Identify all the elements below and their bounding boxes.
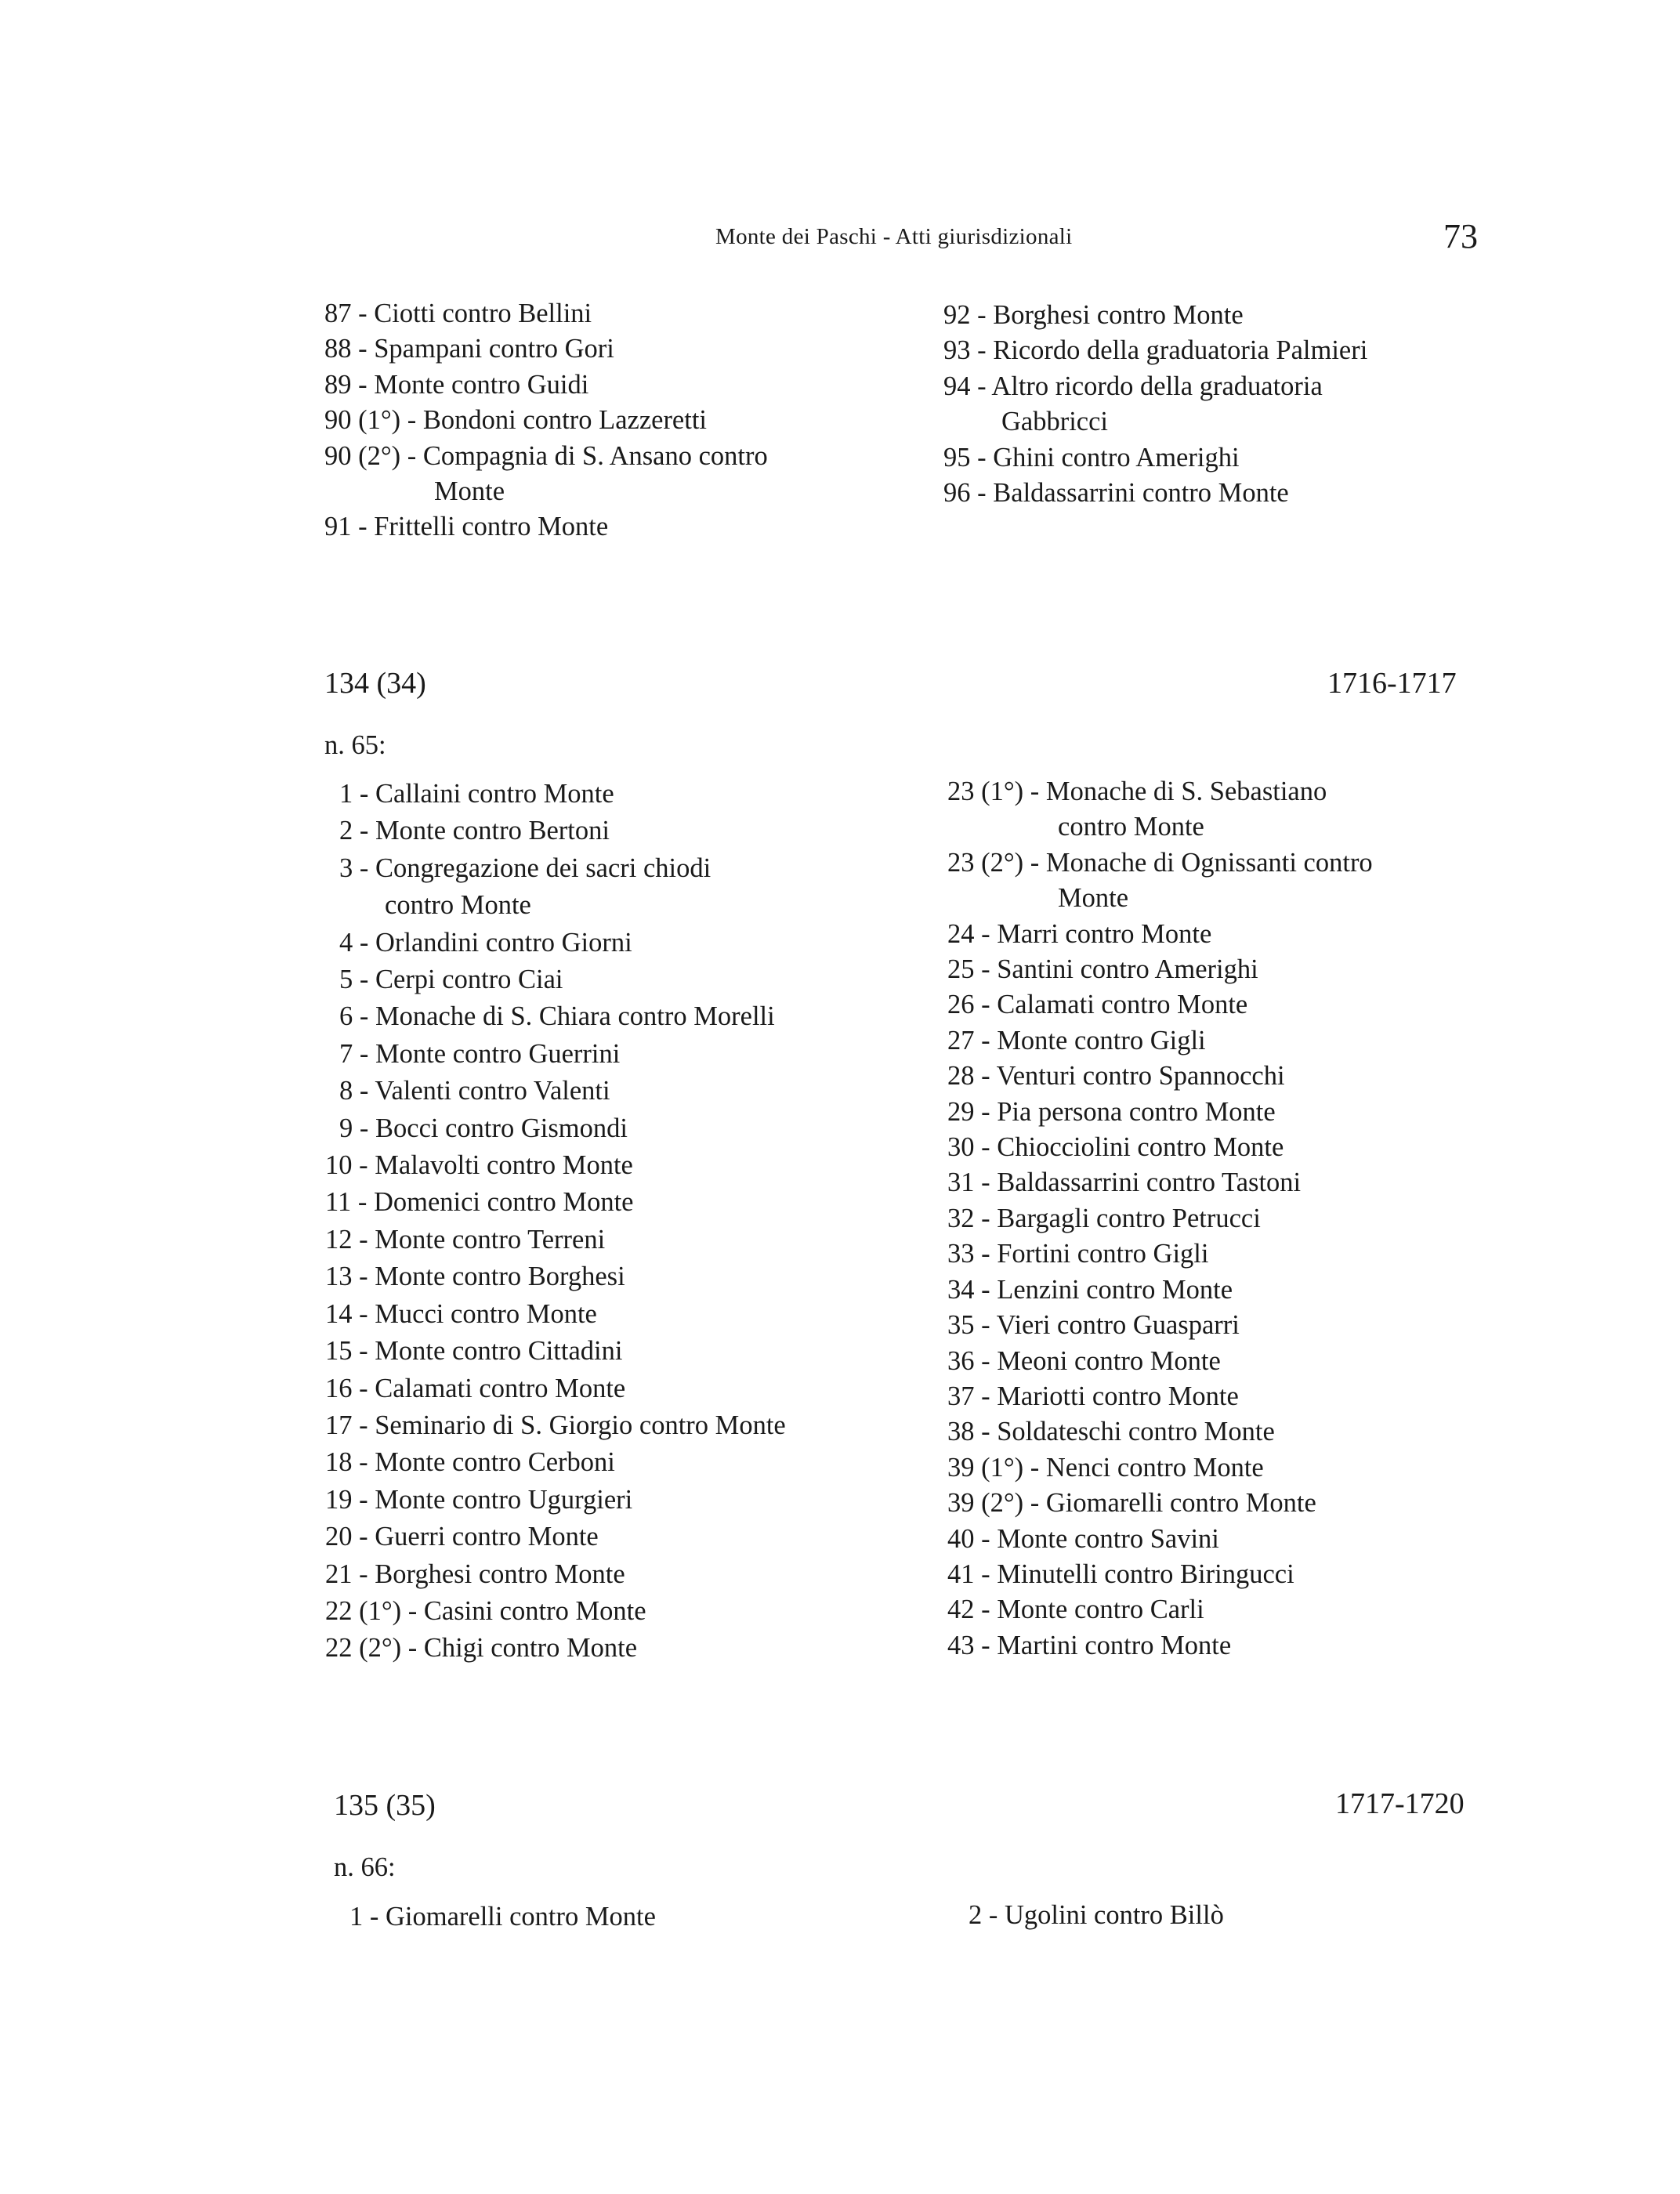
- list-item-text: 88 - Spampani contro Gori: [324, 334, 614, 364]
- list-item-continuation: Gabbricci: [1001, 407, 1109, 437]
- list-item-text: 39 (1°) - Nenci contro Monte: [947, 1452, 1264, 1483]
- list-item-text: 22 (2°) - Chigi contro Monte: [325, 1633, 638, 1664]
- list-item: [324, 367, 768, 403]
- list-item: [325, 1036, 786, 1073]
- list-item: [947, 917, 1373, 952]
- list-item-text: 3 - Congregazione dei sacri chiodi: [339, 853, 711, 883]
- list-item: [324, 331, 768, 367]
- list-item-text: 91 - Frittelli contro Monte: [324, 512, 609, 542]
- list-item: [947, 1592, 1373, 1627]
- list-item: [325, 1444, 786, 1481]
- list-item: [325, 1147, 786, 1184]
- list-item-continuation: contro Monte: [385, 890, 531, 921]
- list-item-text: 23 (1°) - Monache di S. Sebastiano: [947, 777, 1327, 806]
- list-item-text: 17 - Seminario di S. Giorgio contro Monte: [325, 1410, 786, 1440]
- list-item: [947, 1344, 1373, 1379]
- list-item: [325, 1296, 786, 1333]
- list-item: [947, 1522, 1373, 1557]
- list-item-text: 40 - Monte contro Savini: [947, 1523, 1219, 1554]
- list-item: [325, 998, 786, 1035]
- list-item: [947, 1023, 1373, 1059]
- list-item: [325, 776, 786, 813]
- list-item-text: 9 - Bocci contro Gismondi: [339, 1113, 628, 1143]
- list-item-text: 13 - Monte contro Borghesi: [325, 1262, 625, 1292]
- list-item: [325, 1258, 786, 1295]
- list-item: [325, 925, 786, 961]
- list-item: [947, 845, 1373, 917]
- list-item-text: 34 - Lenzini contro Monte: [947, 1274, 1233, 1305]
- list-item: [325, 1110, 786, 1147]
- list-item: [325, 1370, 786, 1407]
- list-item-text: 94 - Altro ricordo della graduatoria: [943, 371, 1323, 401]
- list-item-text: 32 - Bargagli contro Petrucci: [947, 1203, 1261, 1233]
- list-item-text: 22 (1°) - Casini contro Monte: [325, 1595, 646, 1626]
- list-item: [324, 296, 768, 331]
- list-item: [943, 369, 1367, 440]
- unit-134-years: 1716-1717: [1327, 667, 1457, 700]
- list-item-text: 93 - Ricordo della graduatoria Palmieri: [943, 335, 1368, 366]
- list-item: [947, 952, 1373, 987]
- list-item: [325, 1333, 786, 1370]
- list-item-text: 30 - Chiocciolini contro Monte: [947, 1132, 1284, 1163]
- list-item-text: 1 - Callaini contro Monte: [339, 779, 614, 809]
- list-item-text: 19 - Monte contro Ugurgieri: [325, 1484, 633, 1515]
- list-item-text: 24 - Marri contro Monte: [947, 918, 1212, 949]
- list-item: [324, 509, 768, 545]
- list-item-text: 4 - Orlandini contro Giorni: [339, 927, 632, 958]
- list-item-text: 26 - Calamati contro Monte: [947, 990, 1248, 1020]
- list-item: [947, 1273, 1373, 1308]
- list-item: [325, 1482, 786, 1519]
- list-item: [943, 440, 1367, 476]
- unit-135-right-list: [969, 1898, 1224, 1933]
- list-item-text: 90 (1°) - Bondoni contro Lazzeretti: [324, 405, 708, 436]
- list-item-text: 21 - Borghesi contro Monte: [325, 1559, 625, 1589]
- list-item: [325, 1519, 786, 1555]
- list-item-text: 25 - Santini contro Amerighi: [947, 954, 1258, 985]
- list-item-text: 96 - Baldassarrini contro Monte: [943, 478, 1289, 509]
- list-item-text: 29 - Pia persona contro Monte: [947, 1096, 1276, 1127]
- list-item-text: 7 - Monte contro Guerrini: [339, 1038, 621, 1069]
- list-item: [947, 1095, 1373, 1130]
- list-item: [943, 298, 1367, 333]
- list-item: [325, 1630, 786, 1667]
- list-item: [947, 774, 1373, 845]
- list-item-text: 95 - Ghini contro Amerighi: [943, 442, 1240, 472]
- list-item-continuation: contro Monte: [1058, 812, 1204, 842]
- list-item: [324, 403, 768, 438]
- list-item-continuation: Monte: [1058, 883, 1129, 914]
- list-item: [943, 476, 1367, 511]
- list-item-text: 89 - Monte contro Guidi: [324, 369, 589, 400]
- list-item: [325, 850, 786, 925]
- list-item-text: 41 - Minutelli contro Biringucci: [947, 1559, 1294, 1589]
- list-item-text: 28 - Venturi contro Spannocchi: [947, 1061, 1285, 1092]
- list-item-text: 92 - Borghesi contro Monte: [943, 300, 1244, 330]
- list-item: [947, 1557, 1373, 1592]
- list-item-continuation: Monte: [434, 476, 505, 507]
- list-item: [947, 1450, 1373, 1486]
- list-item-text: 6 - Monache di S. Chiara contro Morelli: [339, 1001, 775, 1032]
- unit-135-years: 1717-1720: [1335, 1787, 1465, 1820]
- list-item: [947, 1379, 1373, 1414]
- unit-135-left-list: [349, 1899, 656, 1935]
- list-item-text: 2 - Ugolini contro Billò: [969, 1900, 1224, 1930]
- list-item-text: 37 - Mariotti contro Monte: [947, 1381, 1239, 1411]
- list-item-text: 27 - Monte contro Gigli: [947, 1025, 1206, 1055]
- list-item: [943, 333, 1367, 368]
- list-item-text: 8 - Valenti contro Valenti: [339, 1076, 610, 1106]
- list-item-text: 23 (2°) - Monache di Ognissanti contro: [947, 847, 1373, 878]
- top-right-list: [943, 298, 1367, 511]
- list-item-text: 90 (2°) - Compagnia di S. Ansano contro: [324, 440, 768, 471]
- list-item: [325, 1222, 786, 1258]
- list-item-text: 15 - Monte contro Cittadini: [325, 1336, 623, 1367]
- running-head: Monte dei Paschi - Atti giurisdizionali: [715, 224, 1073, 249]
- list-item: [325, 1407, 786, 1444]
- list-item: [947, 1059, 1373, 1094]
- list-item-text: 43 - Martini contro Monte: [947, 1630, 1232, 1660]
- list-item-text: 39 (2°) - Giomarelli contro Monte: [947, 1488, 1316, 1519]
- list-item-text: 20 - Guerri contro Monte: [325, 1522, 599, 1552]
- list-item: [947, 1628, 1373, 1664]
- list-item-text: 35 - Vieri contro Guasparri: [947, 1310, 1240, 1341]
- list-item: [324, 439, 768, 510]
- list-item: [349, 1899, 656, 1935]
- list-item: [325, 813, 786, 849]
- list-item-text: 14 - Mucci contro Monte: [325, 1298, 597, 1329]
- list-item: [947, 1130, 1373, 1165]
- list-item: [325, 1073, 786, 1110]
- unit-134-label: n. 65:: [324, 730, 386, 760]
- list-item-text: 18 - Monte contro Cerboni: [325, 1447, 615, 1478]
- unit-135-id: 135 (35): [334, 1789, 436, 1822]
- list-item: [947, 1165, 1373, 1200]
- list-item: [947, 987, 1373, 1023]
- list-item: [325, 1184, 786, 1221]
- list-item-text: 16 - Calamati contro Monte: [325, 1373, 626, 1403]
- list-item-text: 2 - Monte contro Bertoni: [339, 816, 610, 846]
- list-item: [947, 1414, 1373, 1450]
- list-item: [325, 961, 786, 998]
- list-item-text: 5 - Cerpi contro Ciai: [339, 965, 563, 995]
- list-item-text: 36 - Meoni contro Monte: [947, 1345, 1221, 1376]
- list-item: [947, 1308, 1373, 1343]
- list-item: [325, 1593, 786, 1630]
- top-left-list: [324, 296, 768, 545]
- list-item-text: 12 - Monte contro Terreni: [325, 1224, 606, 1254]
- unit-135-label: n. 66:: [334, 1852, 396, 1882]
- list-item: [947, 1236, 1373, 1272]
- unit-134-left-list: [325, 776, 786, 1667]
- list-item: [969, 1898, 1224, 1933]
- list-item: [947, 1486, 1373, 1521]
- list-item-text: 31 - Baldassarrini contro Tastoni: [947, 1168, 1302, 1198]
- list-item-text: 10 - Malavolti contro Monte: [325, 1150, 633, 1181]
- list-item: [947, 1201, 1373, 1236]
- unit-134-id: 134 (34): [324, 667, 426, 700]
- list-item-text: 33 - Fortini contro Gigli: [947, 1239, 1209, 1269]
- page-number: 73: [1443, 217, 1478, 255]
- unit-134-right-list: [947, 774, 1373, 1664]
- list-item: [325, 1556, 786, 1593]
- list-item-text: 38 - Soldateschi contro Monte: [947, 1417, 1275, 1447]
- list-item-text: 1 - Giomarelli contro Monte: [349, 1902, 656, 1932]
- list-item-text: 87 - Ciotti contro Bellini: [324, 299, 592, 328]
- list-item-text: 11 - Domenici contro Monte: [325, 1187, 634, 1218]
- list-item-text: 42 - Monte contro Carli: [947, 1595, 1204, 1625]
